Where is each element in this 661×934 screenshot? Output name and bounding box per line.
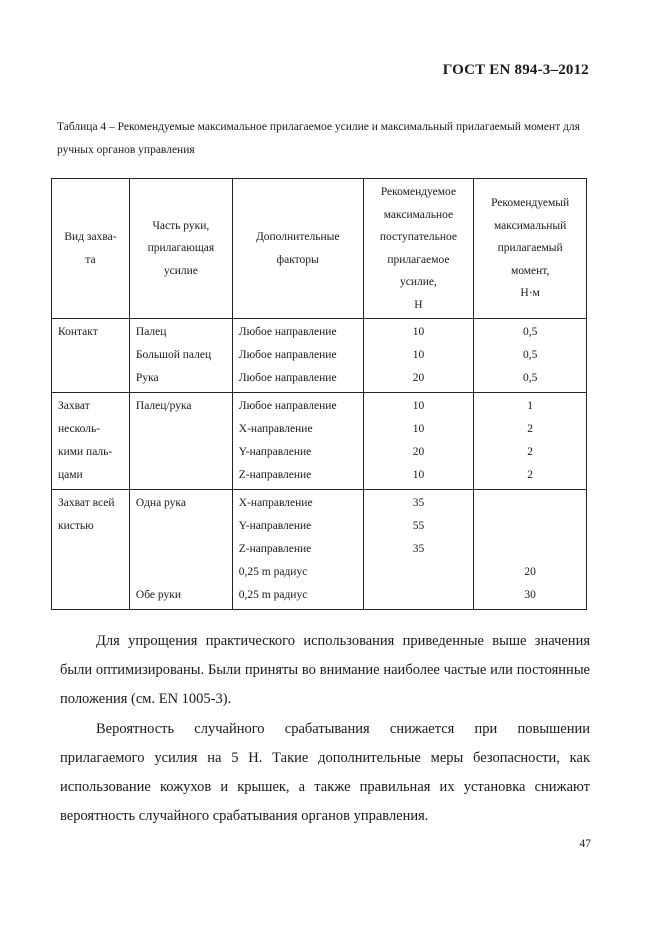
cell-line: Палец [135, 326, 167, 338]
force-cell [363, 490, 474, 610]
header-line: прилагаемый [497, 242, 563, 255]
header-line: Н [414, 298, 423, 311]
header-line: Часть руки, [152, 219, 210, 232]
header-line: Дополнительные [255, 231, 340, 243]
cell-line: Одна рука [135, 497, 186, 509]
header-grip [52, 179, 130, 319]
cell-line: 20 [412, 372, 425, 384]
factors-cell [232, 393, 363, 490]
paragraph: Для упрощения практического использования приведенные выше значения были оптимизированы. Были приняты во внимание наиболее частые или постоянные положения (см. EN 1005-3). [60, 633, 590, 707]
cell-line: кистью [58, 520, 94, 532]
table-row [52, 490, 587, 610]
force-cell [363, 319, 474, 393]
hand-part-cell [129, 393, 232, 490]
cell-line: Большой палец [135, 349, 212, 361]
moment-cell [474, 393, 587, 490]
grip-cell [52, 490, 130, 610]
standard-code: ГОСТ EN 894-3–2012 [442, 62, 589, 78]
hand-part-cell [129, 319, 232, 393]
factors-cell [232, 319, 363, 393]
cell-line: Палец/рука [135, 400, 192, 412]
cell-line: 0,5 [522, 326, 538, 338]
header-force [363, 179, 474, 319]
cell-line: цами [58, 469, 83, 481]
grip-cell [52, 393, 130, 490]
cell-line: Рука [135, 372, 159, 384]
cell-line: Обе руки [135, 589, 181, 601]
force-table [51, 178, 587, 610]
header-hand-part [129, 179, 232, 319]
cell-line: Y-направление [238, 520, 312, 532]
cell-line: 0,5 [522, 372, 538, 384]
cell-line: 35 [412, 543, 425, 555]
cell-line: 20 [524, 566, 536, 578]
cell-line: X-направление [238, 423, 313, 435]
header-line: Рекомендуемое [380, 186, 457, 198]
cell-line: Контакт [58, 326, 98, 338]
cell-line: Любое направление [238, 372, 337, 384]
table-header-row [52, 179, 587, 319]
header-line: поступательное [379, 231, 458, 243]
cell-line: 30 [524, 589, 536, 601]
cell-line: 10 [412, 326, 425, 338]
cell-line: 0,25 m радиус [238, 566, 308, 578]
force-cell [363, 393, 474, 490]
moment-cell [474, 319, 587, 393]
cell-line: 2 [527, 423, 534, 435]
header-line: максимальный [493, 219, 567, 232]
header-factors [232, 179, 363, 319]
cell-line: Захват всей [58, 497, 115, 509]
cell-line: 20 [412, 446, 425, 458]
cell-line: 35 [412, 497, 425, 509]
header-line: прилагаемое [387, 253, 450, 266]
page-number: 47 [579, 838, 591, 850]
paragraph: Вероятность случайного срабатывания снижается при повышении прилагаемого усилия на 5 Н. Такие дополнительные меры безопасности, как использование кожухов и крышек, а также правильная их установка снижают вероятность случайного срабатывания органов управления. [60, 721, 590, 824]
header-line: прилагающая [147, 242, 215, 255]
cell-line: 10 [412, 423, 425, 435]
header-line: усилие [163, 264, 198, 277]
table-caption: Таблица 4 – Рекомендуемые максимальное прилагаемое усилие и максимальный прилагаемый момент для ручных органов управления [57, 121, 580, 156]
cell-line: Z-направление [238, 469, 312, 481]
cell-line: 0,25 m радиус [238, 589, 308, 601]
header-line: момент, [510, 264, 550, 277]
cell-line: 2 [527, 469, 534, 481]
body-text [60, 627, 590, 831]
cell-line: 1 [527, 400, 534, 412]
cell-line: Любое направление [238, 400, 337, 412]
table-row [52, 393, 587, 490]
cell-line: 10 [412, 400, 425, 412]
header-line: та [85, 253, 96, 266]
hand-part-cell [129, 490, 232, 610]
cell-line: Z-направление [238, 543, 312, 555]
cell-line: 10 [412, 469, 425, 481]
cell-line: Захват [58, 400, 90, 412]
cell-line: кими паль- [58, 446, 113, 458]
cell-line: X-направление [238, 497, 313, 509]
cell-line: 10 [412, 349, 425, 361]
header-line: Н·м [520, 287, 540, 300]
header-line: максимальное [383, 208, 454, 221]
moment-cell [474, 490, 587, 610]
cell-line: несколь- [58, 423, 101, 435]
header-line: Вид захва- [64, 231, 117, 243]
cell-line: Любое направление [238, 349, 337, 361]
factors-cell [232, 490, 363, 610]
grip-cell [52, 319, 130, 393]
table-row [52, 319, 587, 393]
header-line: факторы [276, 253, 319, 266]
cell-line: Любое направление [238, 326, 337, 338]
header-line: Рекомендуемый [491, 197, 570, 210]
cell-line: 55 [412, 520, 425, 532]
header-line: усилие, [399, 276, 437, 288]
cell-line: 2 [527, 446, 534, 458]
header-moment [474, 179, 587, 319]
cell-line: 0,5 [522, 349, 538, 361]
cell-line: Y-направление [238, 446, 312, 458]
